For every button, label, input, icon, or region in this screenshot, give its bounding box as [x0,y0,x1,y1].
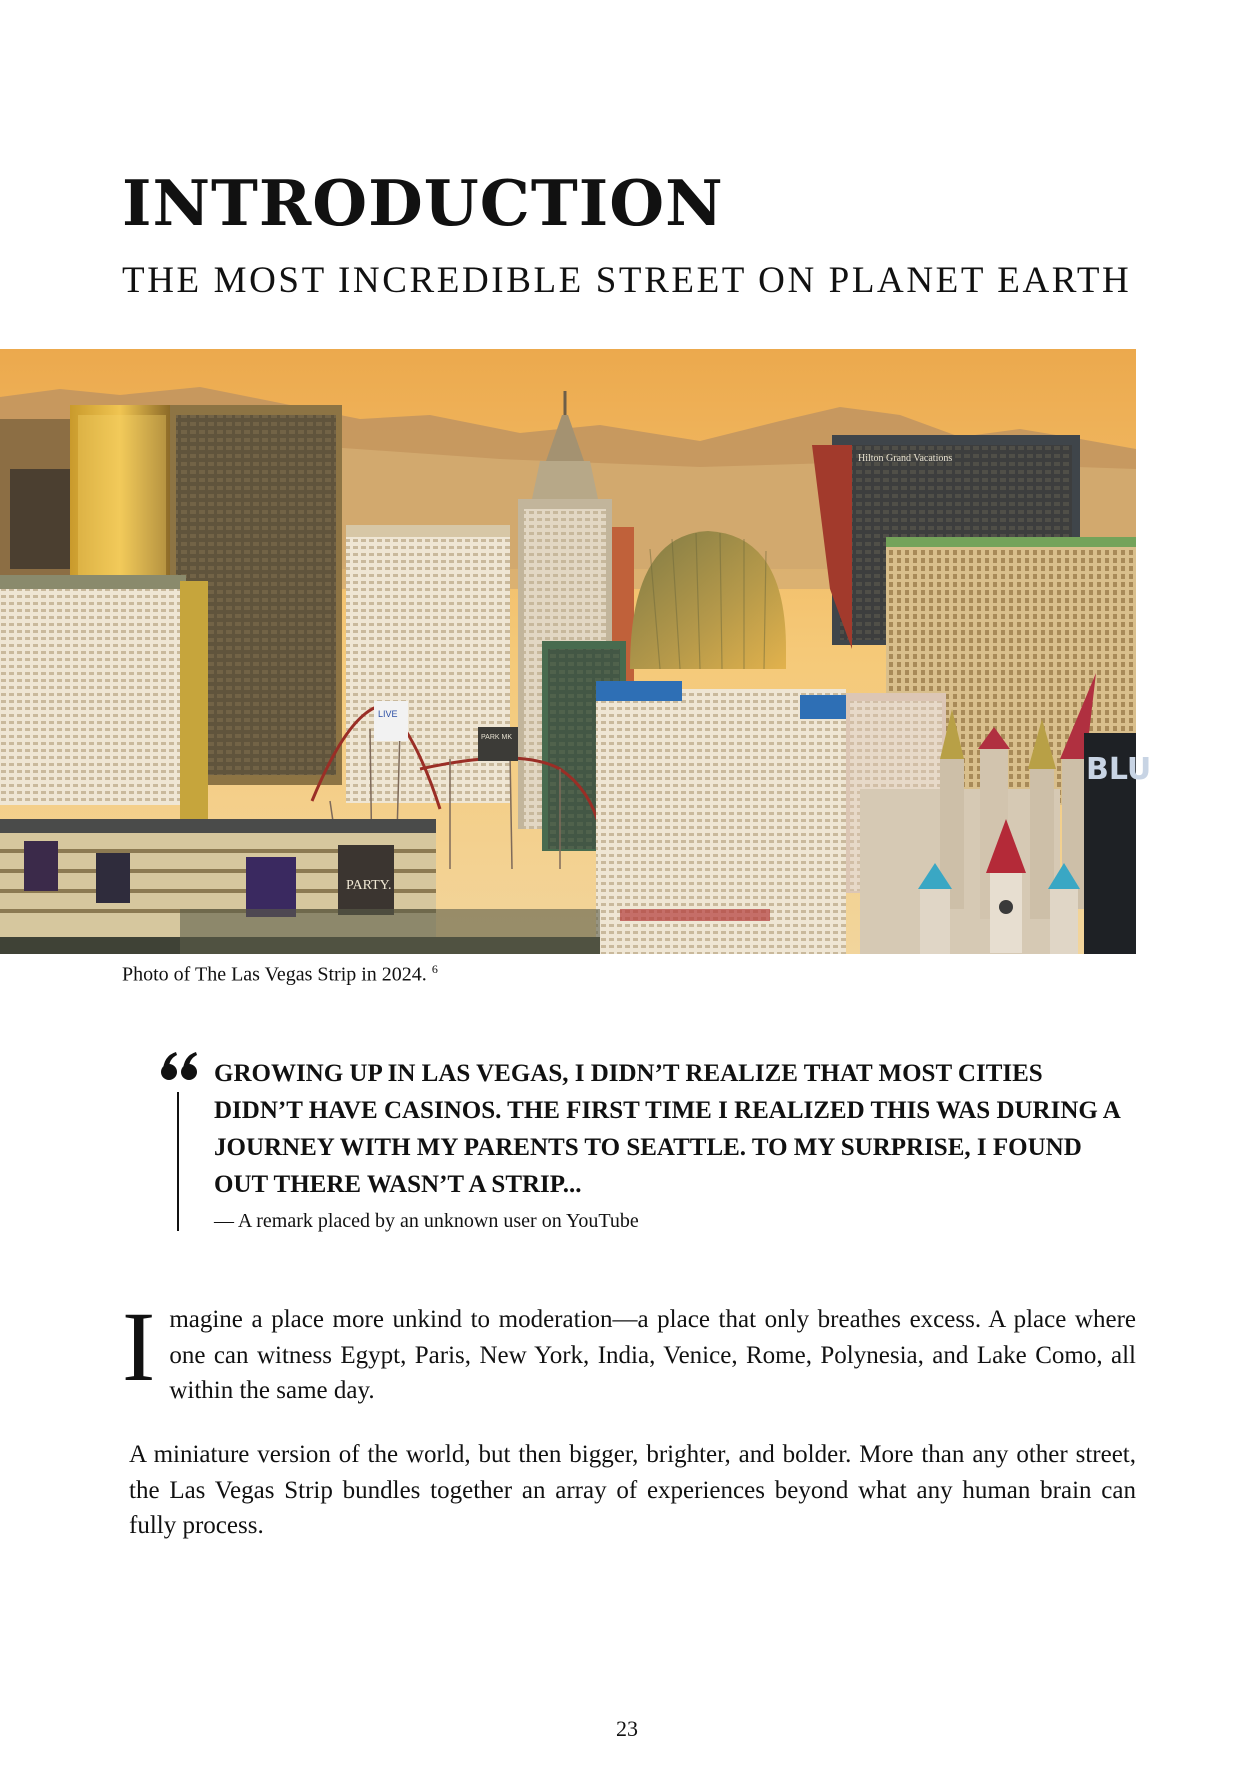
las-vegas-strip-photo [0,349,1152,954]
body-paragraph-1 [122,1291,1136,1409]
pull-quote: GROWING UP IN LAS VEGAS, I DIDN’T REALIZE THAT MOST CITIES DIDN’T HAVE CASINOS. THE FIRST TIME I REALIZED THIS WAS DURING A JOURNEY WITH MY PARENTS TO SEATTLE. TO MY SURPRISE, I FOUND OUT THERE WASN’T A STRIP... [214,1060,1120,1198]
quote-open-icon [160,1050,200,1084]
quote-rule [177,1092,179,1231]
party-billboard-text: PARTY. [346,878,392,893]
drop-cap: I [122,1291,156,1402]
caption-text: Photo of The Las Vegas Strip in 2024. [122,963,427,986]
body-paragraph-2: A miniature version of the world, but then bigger, brighter, and bolder. More than any other street, the Las Vegas Strip bundles together an array of experiences beyond what any human brain can fully process. [129,1441,1136,1539]
live-sign-text: LIVE [378,709,398,719]
park-sign-text: PARK MK [481,734,512,741]
footnote-ref[interactable]: 6 [431,962,438,976]
page-number: 23 [616,1716,638,1741]
blu-sign-text: BLU [1086,752,1152,787]
chapter-title: INTRODUCTION [122,166,724,240]
photo-caption [122,962,438,987]
hotel-sign-text: Hilton Grand Vacations [858,453,953,464]
paragraph-1-text: magine a place more unkind to moderation—a place that only breathes excess. A place where one can witness Egypt, Paris, New York, India, Venice, Rome, Polynesia, and Lake Como, all within the same day. [169,1306,1136,1404]
chapter-subtitle: THE MOST INCREDIBLE STREET ON PLANET EARTH [122,260,1132,301]
quote-attribution: — A remark placed by an unknown user on YouTube [214,1210,639,1232]
